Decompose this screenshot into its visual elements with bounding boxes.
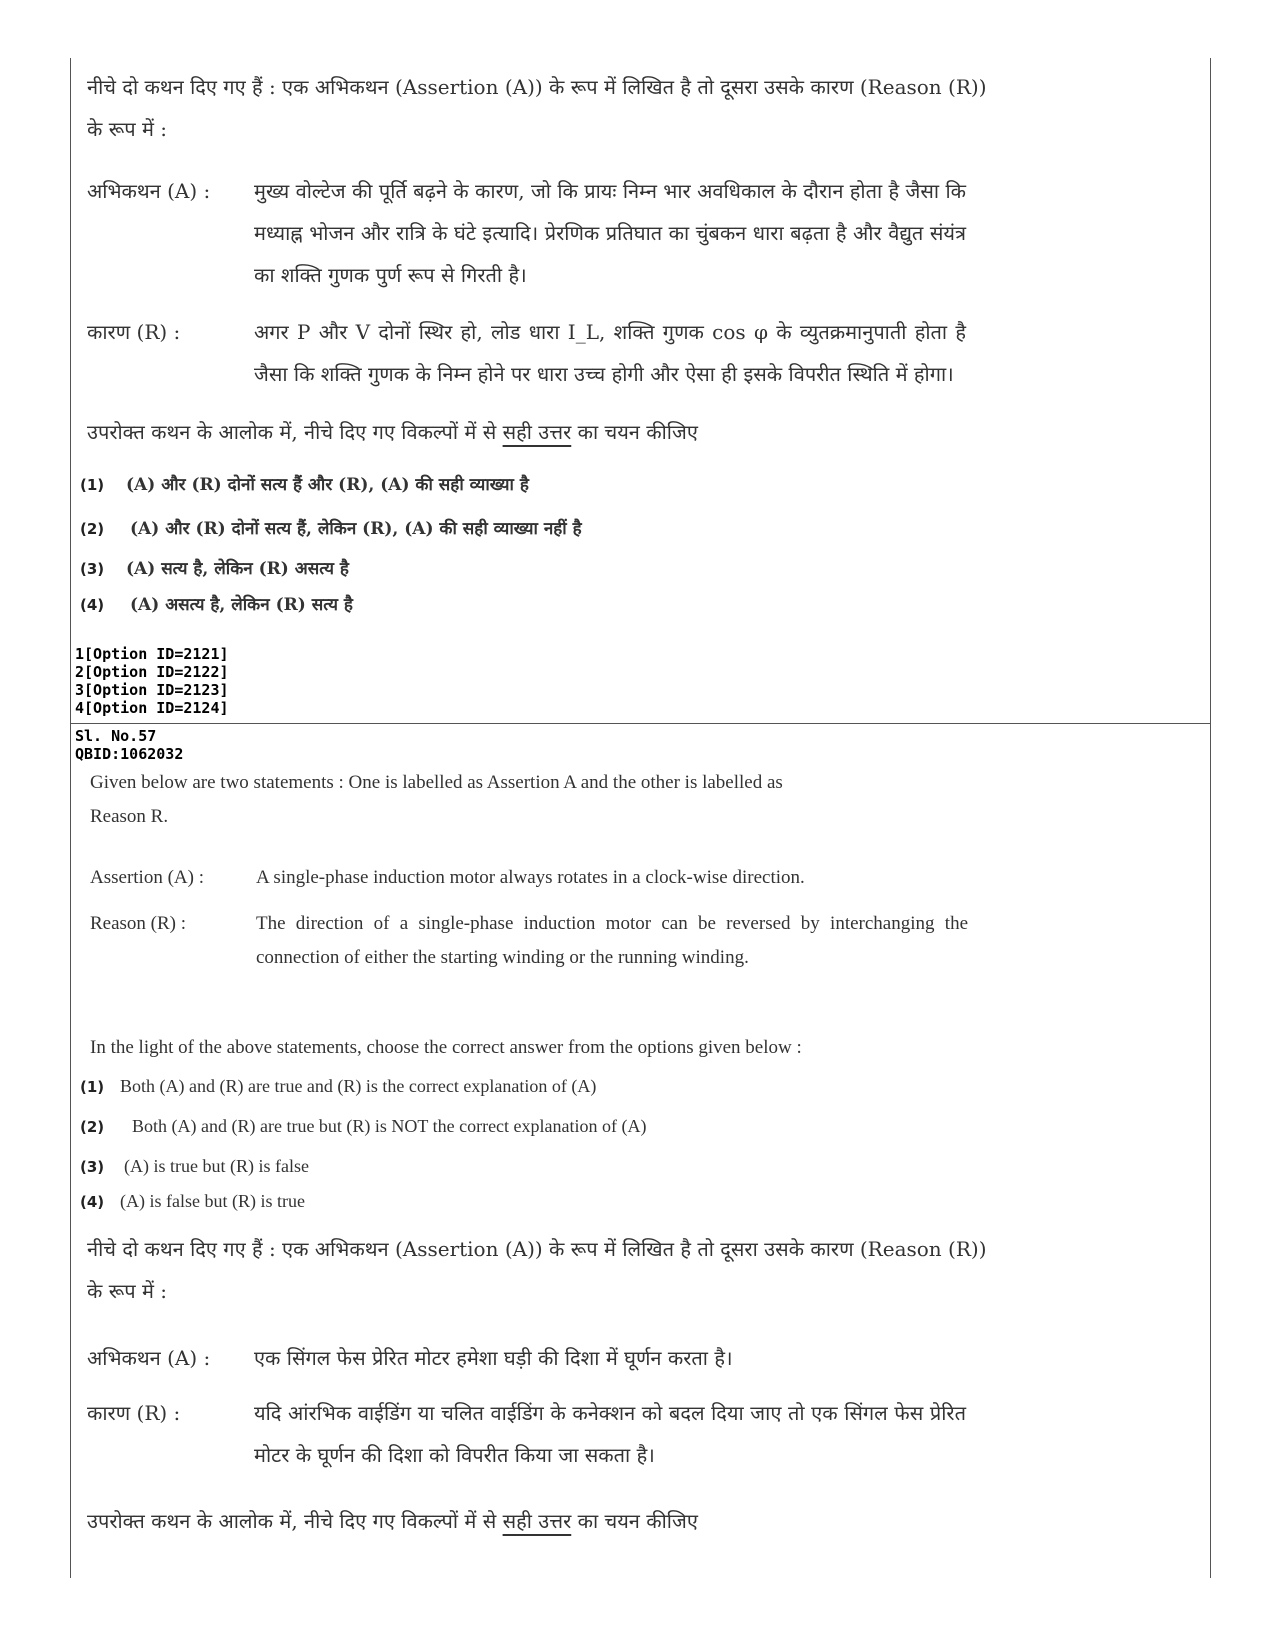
option-number: (3) [80, 1158, 105, 1176]
option-number: (4) [80, 596, 105, 614]
q56-hindi-choose-instruction [87, 411, 698, 453]
qbid: QBID:1062032 [75, 745, 184, 763]
option-id: 1[Option ID=2121] [75, 645, 229, 663]
q56-hindi-option-4 [80, 592, 353, 615]
q56-option-ids [75, 645, 229, 717]
q57-hindi-assertion-text: एक सिंगल फेस प्रेरित मोटर हमेशा घड़ी की दिशा में घूर्णन करता है। [254, 1346, 733, 1370]
serial-number: Sl. No.57 [75, 727, 157, 745]
choose-underlined: सही उत्तर [502, 420, 572, 444]
option-id: 2[Option ID=2122] [75, 663, 229, 681]
q57-intro-line2: Reason R. [90, 806, 169, 827]
q57-hindi-intro [87, 1228, 987, 1312]
option-text: Both (A) and (R) are true and (R) is the correct explanation of (A) [120, 1076, 597, 1096]
option-text: Both (A) and (R) are true but (R) is NOT the correct explanation of (A) [132, 1116, 647, 1136]
left-border [70, 58, 71, 1578]
q57-option-3 [80, 1156, 309, 1177]
q57-choose-instruction: In the light of the above statements, choose the correct answer from the options given below : [90, 1037, 802, 1058]
q56-hindi-intro-line1: नीचे दो कथन दिए गए हैं : एक अभिकथन (Assertion (A)) के रूप में लिखित है तो दूसरा उसके कारण (Reason (R)) [87, 75, 987, 99]
q56-hindi-assertion-label: अभिकथन (A) : [87, 179, 211, 203]
option-number: (2) [80, 520, 105, 538]
q56-hindi-assertion-text: मुख्य वोल्टेज की पूर्ति बढ़ने के कारण, जो कि प्रायः निम्न भार अवधिकाल के दौरान होता है जैसा कि मध्याह्न भोजन और रात्रि के घंटे इत्यादि। प्रेरणिक प्रतिघात का चुंबकन धारा बढ़ता है और वैद्युत संयंत्र का शक्ति गुणक पुर्ण रूप से गिरती है। [254, 179, 966, 287]
option-number: (4) [80, 1193, 105, 1211]
right-border [1210, 58, 1211, 1578]
q57-hindi-reason-label: कारण (R) : [87, 1401, 181, 1425]
option-number: (3) [80, 560, 105, 578]
q57-assertion-text: A single-phase induction motor always rotates in a clock-wise direction. [256, 867, 805, 888]
option-number: (1) [80, 1078, 105, 1096]
q57-hindi-choose-instruction [87, 1500, 698, 1542]
q57-header [75, 727, 183, 763]
q56-hindi-option-3 [80, 556, 349, 579]
q57-option-4 [80, 1191, 305, 1212]
option-text: (A) और (R) दोनों सत्य हैं और (R), (A) की सही व्याख्या है [126, 475, 529, 495]
option-text: (A) और (R) दोनों सत्य हैं, लेकिन (R), (A) की सही व्याख्या नहीं है [130, 519, 582, 539]
q57-hindi-reason-text: यदि आंरभिक वाईडिंग या चलित वाईडिंग के कनेक्शन को बदल दिया जाए तो एक सिंगल फेस प्रेरित मोटर के घूर्णन की दिशा को विपरीत किया जा सकता है। [254, 1401, 966, 1467]
option-text: (A) सत्य है, लेकिन (R) असत्य है [126, 559, 349, 579]
q56-hindi-reason-label: कारण (R) : [87, 320, 181, 344]
q57-intro-line1: Given below are two statements : One is labelled as Assertion A and the other is labelled as [90, 772, 783, 793]
option-id: 3[Option ID=2123] [75, 681, 229, 699]
q57-option-2 [80, 1116, 647, 1137]
q57-hindi-intro-line2: के रूप में : [87, 1279, 168, 1303]
choose-underlined: सही उत्तर [502, 1509, 572, 1533]
q57-reason-label: Reason (R) : [90, 913, 187, 934]
choose-before: उपरोक्त कथन के आलोक में, नीचे दिए गए विकल्पों में से [87, 420, 503, 444]
choose-after: का चयन कीजिए [571, 1509, 698, 1533]
q56-hindi-intro-line2: के रूप में : [87, 117, 168, 141]
q57-reason-text: The direction of a single-phase induction motor can be reversed by interchanging the connection of either the starting winding or the running winding. [256, 913, 968, 968]
option-text: (A) is false but (R) is true [120, 1191, 305, 1211]
q56-hindi-intro [87, 66, 987, 150]
q56-hindi-option-2 [80, 516, 582, 539]
question-separator [70, 723, 1211, 724]
q57-intro [90, 766, 970, 834]
q56-hindi-reason-text: अगर P और V दोनों स्थिर हो, लोड धारा I_L, शक्ति गुणक cos φ के व्युतक्रमानुपाती होता है जैसा कि शक्ति गुणक के निम्न होने पर धारा उच्च होगी और ऐसा ही इसके विपरीत स्थिति में होगा। [254, 320, 966, 386]
option-text: (A) is true but (R) is false [124, 1156, 309, 1176]
option-text: (A) असत्य है, लेकिन (R) सत्य है [130, 595, 353, 615]
q57-hindi-assertion-label: अभिकथन (A) : [87, 1346, 211, 1370]
q56-hindi-option-1 [80, 472, 529, 495]
q57-assertion-label: Assertion (A) : [90, 867, 204, 888]
choose-after: का चयन कीजिए [571, 420, 698, 444]
q57-hindi-intro-line1: नीचे दो कथन दिए गए हैं : एक अभिकथन (Assertion (A)) के रूप में लिखित है तो दूसरा उसके कारण (Reason (R)) [87, 1237, 987, 1261]
option-number: (2) [80, 1118, 105, 1136]
option-id: 4[Option ID=2124] [75, 699, 229, 717]
option-number: (1) [80, 476, 105, 494]
q57-option-1 [80, 1076, 596, 1097]
choose-before: उपरोक्त कथन के आलोक में, नीचे दिए गए विकल्पों में से [87, 1509, 503, 1533]
